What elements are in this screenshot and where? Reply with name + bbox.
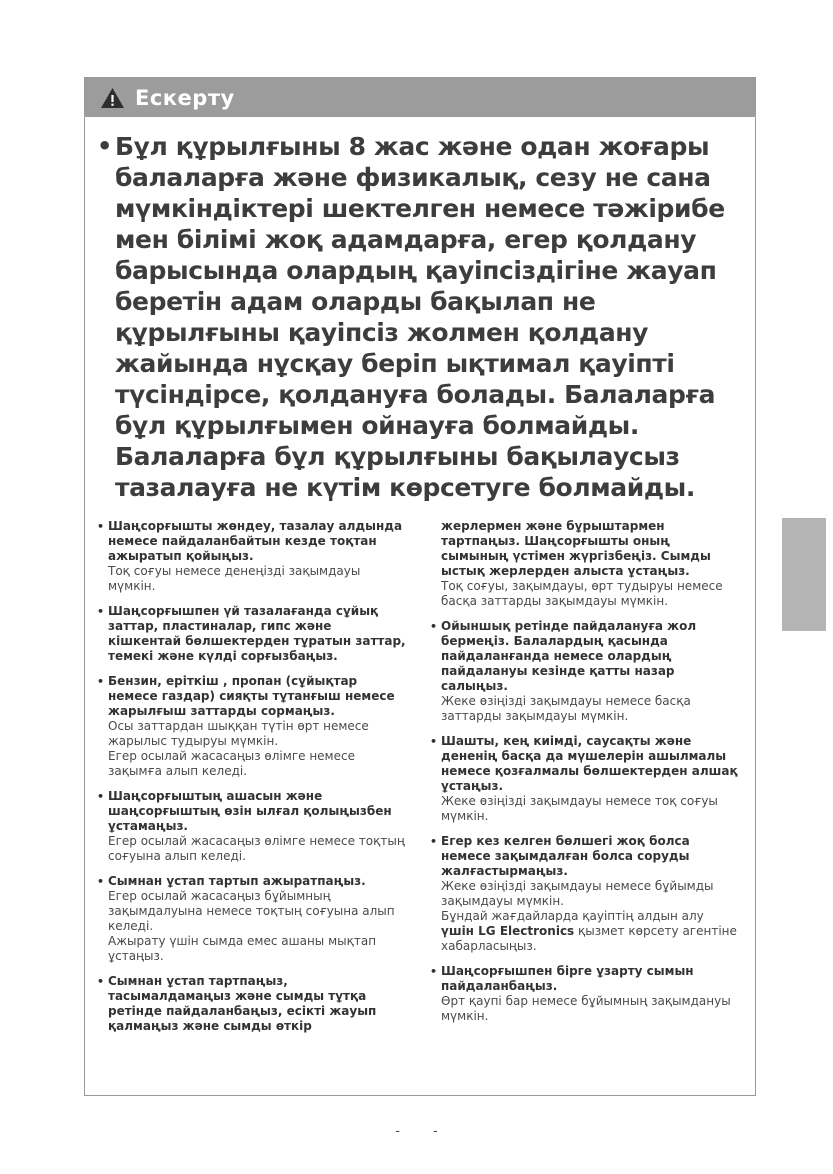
left-column: [97, 519, 406, 1044]
bold-text: Шашты, кең киімді, саусақты және дененің басқа да мүшелерін ашылмалы немесе қозғалмалы бөлшектерден алшақ ұстаңыз.: [441, 734, 738, 793]
body-text: Тоқ соғуы, зақымдауы, өрт тудыруы немесе басқа заттарды зақымдауы мүмкін.: [441, 579, 723, 608]
item-text-block: [108, 749, 406, 779]
item-text-block: [108, 974, 406, 1034]
body-text: Бұндай жағдайларда қауіптің алдын алу: [441, 909, 704, 923]
item-text-block: [441, 579, 739, 609]
item-body: [441, 734, 739, 824]
list-item: [97, 674, 406, 779]
bullet-dot: •: [97, 790, 105, 803]
bullet-dot: •: [97, 605, 105, 618]
item-body: [441, 834, 739, 954]
item-text-block: [108, 874, 406, 889]
bullet-dot: •: [97, 975, 105, 988]
item-text-block: [108, 604, 406, 664]
bold-text: жерлермен және бұрыштармен тартпаңыз. Шаңсорғышты оның сымының үстімен жүргізбеңіз. Сымды ыстық жерлерден алыста ұстаңыз.: [441, 519, 711, 578]
list-item: [97, 604, 406, 664]
list-item: [97, 874, 406, 964]
item-text-block: [108, 519, 406, 564]
item-text-block: [441, 694, 739, 724]
warning-header: [85, 78, 755, 117]
item-body: [108, 519, 406, 594]
item-body: [441, 619, 739, 724]
item-text-block: [441, 994, 739, 1024]
bold-text: Шаңсорғышпен бірге ұзарту сымын пайдаланбаңыз.: [441, 964, 694, 993]
item-text-block: [108, 834, 406, 864]
item-text-block: [108, 674, 406, 719]
item-text-block: [108, 934, 406, 964]
item-text-block: [441, 734, 739, 794]
item-text-block: [441, 834, 739, 879]
warning-triangle-icon: [100, 87, 125, 109]
body-text: Егер осылай жасасаңыз бұйымның зақымдалуына немесе тоқтың соғуына алып келеді.: [108, 889, 395, 933]
bold-text: Шаңсорғышты жөндеу, тазалау алдында немесе пайдаланбайтын кезде тоқтан ажыратып қойыңыз.: [108, 519, 403, 563]
bold-text: Бензин, еріткіш , пропан (сұйықтар немесе газдар) сияқты тұтанғыш немесе жарылғыш заттарды сормаңыз.: [108, 674, 395, 718]
list-item: [430, 834, 739, 954]
intro-paragraph: [85, 117, 755, 511]
item-text-block: [108, 889, 406, 934]
intro-bullet-dot: •: [97, 132, 113, 160]
bullet-dot: •: [430, 620, 438, 633]
bold-text: Ойыншық ретінде пайдалануға жол бермеңіз. Балалардың қасында пайдаланғанда немесе олардың пайдалануы кезінде қатты назар салыңыз.: [441, 619, 697, 693]
list-item: [97, 519, 406, 594]
list-item: [430, 964, 739, 1024]
bullet-dot: •: [430, 965, 438, 978]
bullet-dot: [430, 519, 441, 609]
intro-text: Бұл құрылғыны 8 жас және одан жоғары балаларға және физикалық, сезу не сана мүмкіндіктері шектелген немесе тәжірибе мен білімі жоқ адамдарға, егер қолдану барысында олардың қауіпсіздігіне жауап беретін адам оларды бақылап не құрылғыны қауіпсіз жолмен қолдану жайында нұсқау беріп ықтимал қауіпті түсіндірсе, қолдануға болады. Балаларға бұл құрылғымен ойнауға болмайды. Балаларға бұл құрылғыны бақылаусыз тазалауға не күтім көрсетуге болмайды.: [115, 132, 725, 502]
bold-text: Шаңсорғыштың ашасын және шаңсорғыштың өзін ылғал қолыңызбен ұстамаңыз.: [108, 789, 392, 833]
item-text-block: [441, 794, 739, 824]
bold-text: Сымнан ұстап тартып ажыратпаңыз.: [108, 874, 366, 888]
item-body: [441, 964, 739, 1024]
item-text-block: [108, 719, 406, 749]
item-text-block: [441, 909, 739, 954]
item-body: [108, 974, 406, 1034]
warning-title: Ескерту: [135, 85, 235, 110]
body-text: Жеке өзіңізді зақымдауы немесе тоқ соғуы мүмкін.: [441, 794, 718, 823]
page-footer: - -: [395, 1124, 438, 1139]
bold-text: Егер кез келген бөлшегі жоқ болса немесе зақымдалған болса соруды жалғастырмаңыз.: [441, 834, 690, 878]
list-item: [430, 519, 739, 609]
bullet-dot: •: [430, 735, 438, 748]
item-text-block: [441, 519, 739, 579]
safety-columns: [85, 511, 755, 1044]
bold-text: Шаңсорғышпен үй тазалағанда сұйық заттар, пластиналар, гипс және кішкентай бөлшектерден тұратын заттар, темекі және күлді сорғызбаңыз.: [108, 604, 406, 663]
body-text: Егер осылай жасасаңыз өлімге немесе зақымға алып келеді.: [108, 749, 355, 778]
bullet-dot: •: [97, 675, 105, 688]
chapter-index-tab: [782, 518, 826, 631]
item-body: [441, 519, 739, 609]
item-text-block: [441, 879, 739, 909]
body-text: қызмет көрсету агентіне хабарласыңыз.: [441, 924, 737, 953]
bold-text: үшін LG Electronics: [441, 924, 575, 938]
list-item: [97, 974, 406, 1034]
body-text: Жеке өзіңізді зақымдауы немесе бұйымды зақымдауы мүмкін.: [441, 879, 714, 908]
item-text-block: [441, 964, 739, 994]
body-text: Ажырату үшін сымда емес ашаны мықтап ұстаңыз.: [108, 934, 377, 963]
body-text: Егер осылай жасасаңыз өлімге немесе тоқтың соғуына алып келеді.: [108, 834, 405, 863]
list-item: [97, 789, 406, 864]
item-text-block: [108, 789, 406, 834]
bullet-dot: •: [97, 875, 105, 888]
item-body: [108, 604, 406, 664]
bullet-dot: •: [430, 835, 438, 848]
body-text: Тоқ соғуы немесе денеңізді зақымдауы мүмкін.: [108, 564, 361, 593]
item-body: [108, 674, 406, 779]
list-item: [430, 734, 739, 824]
body-text: Осы заттардан шыққан түтін өрт немесе жарылыс тудыруы мүмкін.: [108, 719, 369, 748]
body-text: Өрт қаупі бар немесе бұйымның зақымдануы мүмкін.: [441, 994, 731, 1023]
right-column: [430, 519, 739, 1044]
bullet-dot: •: [97, 520, 105, 533]
list-item: [430, 619, 739, 724]
body-text: Жеке өзіңізді зақымдауы немесе басқа заттарды зақымдауы мүмкін.: [441, 694, 691, 723]
content-frame: [84, 77, 756, 1096]
item-body: [108, 789, 406, 864]
item-body: [108, 874, 406, 964]
item-text-block: [441, 619, 739, 694]
item-text-block: [108, 564, 406, 594]
bold-text: Сымнан ұстап тартпаңыз, тасымалдамаңыз және сымды тұтқа ретінде пайдаланбаңыз, есікті жауып қалмаңыз және сымды өткір: [108, 974, 377, 1033]
